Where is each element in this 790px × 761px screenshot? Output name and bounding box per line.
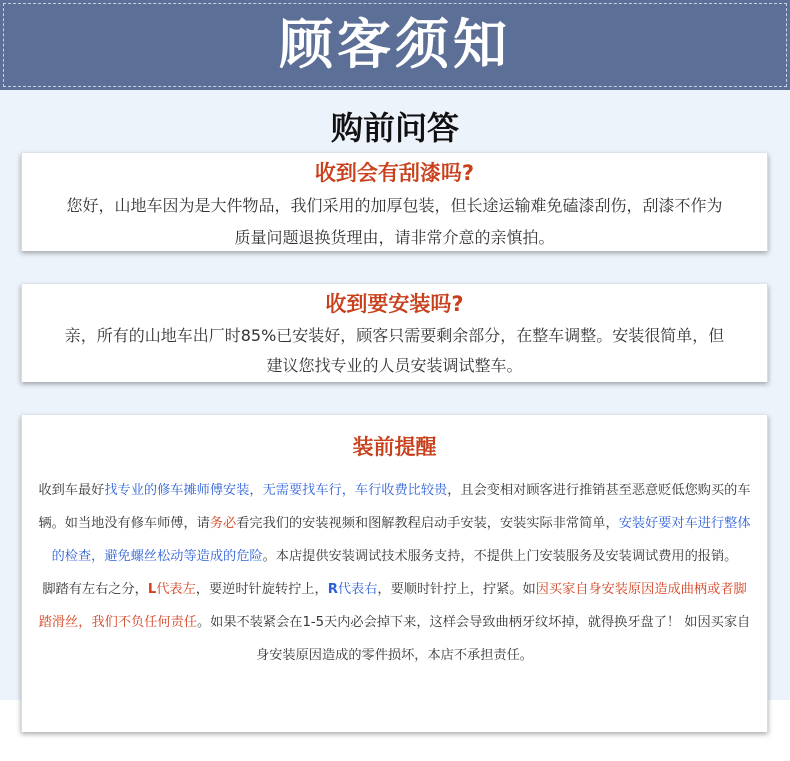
- reminder-highlight: 因买家自身安装原因造成曲柄或者脚踏滑丝，我们不负任何责任: [38, 582, 747, 630]
- reminder-highlight: 安装好要对车进行整体的检查，避免螺丝松动等造成的危险: [51, 516, 751, 564]
- section-title: 购前问答: [330, 109, 459, 147]
- header-banner: [0, 0, 790, 90]
- reminder-card: [21, 415, 768, 732]
- reminder-highlight: 务必: [209, 516, 237, 531]
- reminder-highlight: R: [327, 582, 338, 597]
- faq-answer: [22, 321, 767, 381]
- reminder-text: 。本店提供安装调试技术服务支持，不提供上门安装服务及安装调试费用的报销。: [262, 549, 738, 564]
- reminder-title: 装前提醒: [352, 435, 437, 459]
- reminder-highlight: 代表右: [337, 582, 378, 597]
- reminder-paragraph-1: [36, 474, 753, 573]
- faq-card-scratch: [21, 153, 768, 251]
- reminder-text: 脚踏有左右之分，: [42, 582, 148, 597]
- reminder-text: ，要逆时针旋转拧上，: [195, 582, 328, 597]
- faq-answer-line: 建议您找专业的人员安装调试整车。: [266, 356, 523, 375]
- faq-answer-line: 质量问题退换货理由，请非常介意的亲慎拍。: [234, 228, 555, 247]
- banner-title: 顾客须知: [279, 13, 511, 76]
- reminder-text: 。如果不装紧会在1-5天内必会掉下来，这样会导致曲柄牙纹坏掉，就得换牙盘了！ 如因买家自身安装原因造成的零件损坏，本店不承担责任。: [197, 615, 751, 663]
- faq-answer-line: 亲，所有的山地车出厂时85%已安装好，顾客只需要剩余部分，在整车调整。安装很简单，但: [64, 326, 725, 345]
- reminder-text: ，要顺时针拧上，拧紧。如: [377, 582, 536, 597]
- reminder-text: 收到车最好: [38, 483, 105, 498]
- reminder-text: 看完我们的安装视频和图解教程启动手安装，安装实际非常简单，: [236, 516, 619, 531]
- reminder-highlight: L: [147, 582, 157, 597]
- reminder-highlight: 代表左: [156, 582, 196, 597]
- faq-question: 收到会有刮漆吗?: [314, 161, 475, 185]
- faq-question: 收到要安装吗?: [325, 292, 464, 316]
- reminder-highlight: 找专业的修车摊师傅安装，无需要找车行，车行收费比较贵: [104, 483, 448, 498]
- reminder-body: [22, 474, 767, 672]
- faq-answer: [22, 190, 767, 254]
- reminder-paragraph-2: [36, 573, 753, 672]
- reminder-text: ，且会变相对顾客进行推销甚至恶意贬低您购买的车辆。如当地没有修车师傅，请: [38, 483, 751, 531]
- faq-answer-line: 您好，山地车因为是大件物品，我们采用的加厚包装，但长途运输难免磕漆刮伤，刮漆不作为: [66, 196, 723, 215]
- faq-card-install: [21, 284, 768, 382]
